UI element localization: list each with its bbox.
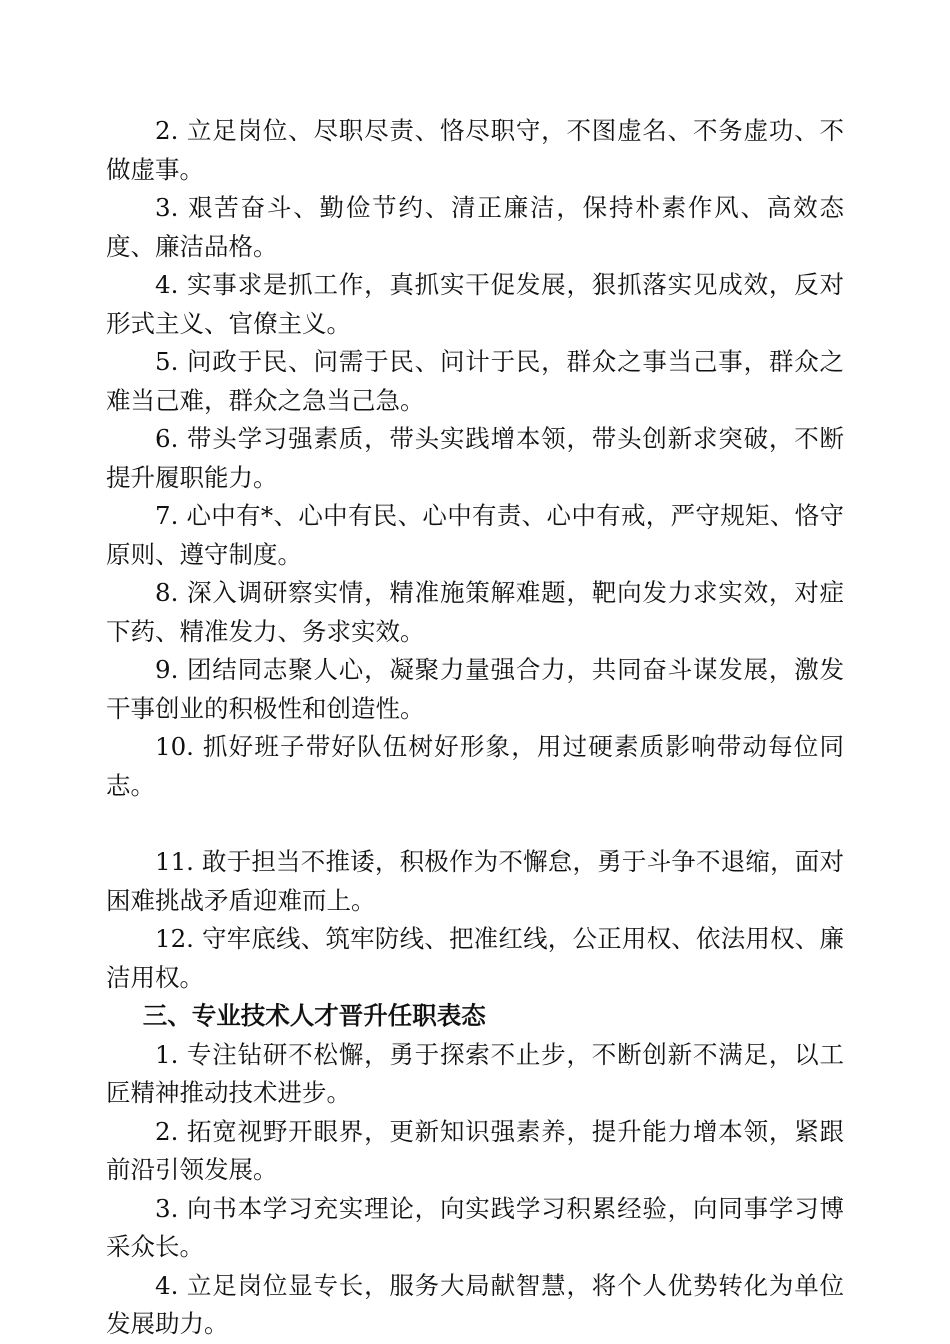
- list-item: 12. 守牢底线、筑牢防线、把准红线，公正用权、依法用权、廉洁用权。: [106, 924, 844, 992]
- list-item: 2. 拓宽视野开眼界，更新知识强素养，提升能力增本领，紧跟前沿引领发展。: [106, 1116, 844, 1184]
- list-item: 5. 问政于民、问需于民、问计于民，群众之事当己事，群众之难当己难，群众之急当己急。: [106, 347, 844, 415]
- list-item: 1. 专注钻研不松懈，勇于探索不止步，不断创新不满足，以工匠精神推动技术进步。: [106, 1039, 844, 1107]
- list-item: 2. 立足岗位、尽职尽责、恪尽职守，不图虚名、不务虚功、不做虚事。: [106, 116, 844, 184]
- list-item: 11. 敢于担当不推诿，积极作为不懈怠，勇于斗争不退缩，面对困难挑战矛盾迎难而上。: [106, 847, 844, 915]
- list-item: 3. 向书本学习充实理论，向实践学习积累经验，向同事学习博采众长。: [106, 1193, 844, 1261]
- list-item: 10. 抓好班子带好队伍树好形象，用过硬素质影响带动每位同志。: [106, 732, 844, 800]
- list-item: 4. 立足岗位显专长，服务大局献智慧，将个人优势转化为单位发展助力。: [106, 1270, 844, 1338]
- list-item: 6. 带头学习强素质，带头实践增本领，带头创新求突破，不断提升履职能力。: [106, 424, 844, 492]
- document-body: [106, 112, 844, 1344]
- list-item: 7. 心中有*、心中有民、心中有责、心中有戒，严守规矩、恪守原则、遵守制度。: [106, 501, 844, 569]
- list-item: 9. 团结同志聚人心，凝聚力量强合力，共同奋斗谋发展，激发干事创业的积极性和创造性。: [106, 655, 844, 723]
- list-item: 4. 实事求是抓工作，真抓实干促发展，狠抓落实见成效，反对形式主义、官僚主义。: [106, 270, 844, 338]
- list-item: 8. 深入调研察实情，精准施策解难题，靶向发力求实效，对症下药、精准发力、务求实效。: [106, 578, 844, 646]
- section-heading: 三、专业技术人才晋升任职表态: [142, 1001, 486, 1030]
- list-item: 3. 艰苦奋斗、勤俭节约、清正廉洁，保持朴素作风、高效态度、廉洁品格。: [106, 193, 844, 261]
